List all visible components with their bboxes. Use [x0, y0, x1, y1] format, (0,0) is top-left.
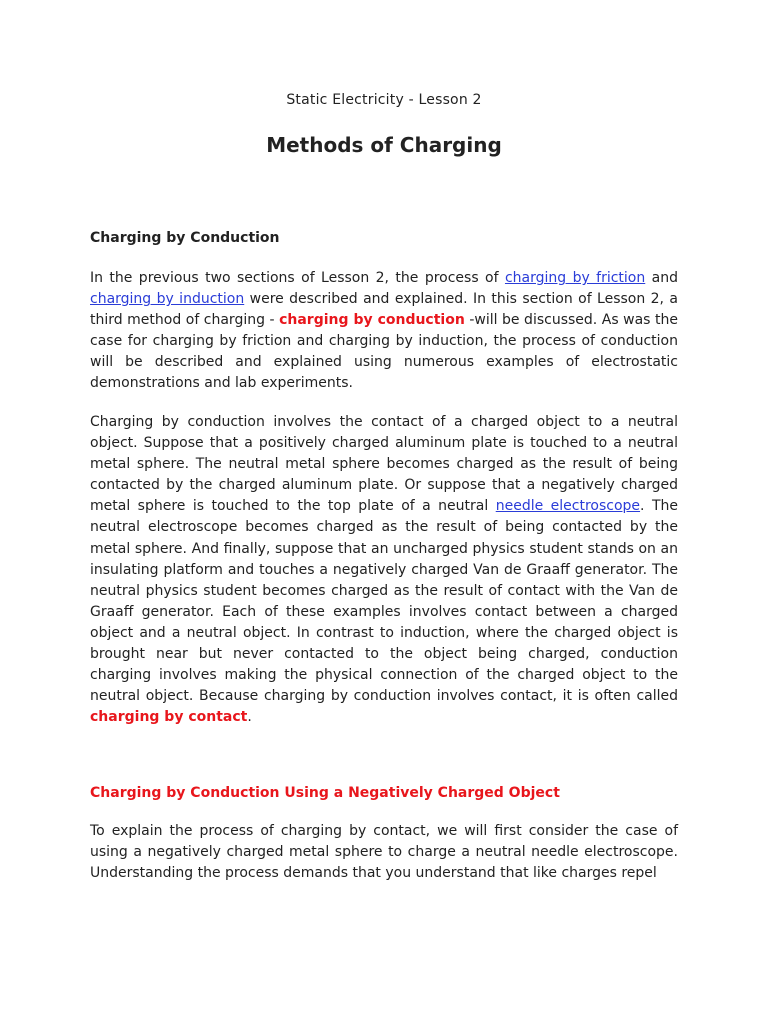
charging-by-friction-link[interactable]: charging by friction: [504, 270, 646, 286]
text-run: -will be discussed. As was the case for charging by friction and charging by induction, the process of conduction will be described and explained using numerous examples of electrostatic demonstrations and lab experiments.: [90, 312, 678, 392]
charging-by-conduction-emphasis: charging by conduction: [279, 312, 465, 329]
text-run: Charging by conduction involves the contact of a charged object to a neutral object. Suppose that a positively charged aluminum plate is touched to a neutral metal sphere. The neutral metal sphere becomes charged as the result of being contacted by the charged aluminum plate. Or suppose that a negatively charged metal sphere is touched to the top plate of a neutral: [90, 414, 678, 515]
text-run: were described and explained. In this section of Lesson 2, a third method of charging -: [90, 291, 678, 329]
text-run: .: [247, 709, 252, 726]
subsection-paragraph: To explain the process of charging by contact, we will first consider the case of using a negatively charged metal sphere to charge a neutral needle electroscope. Understanding the process demands that you understand that like charges repel: [90, 823, 678, 882]
text-run: In the previous two sections of Lesson 2, the process of: [90, 270, 505, 286]
text-run: . The neutral electroscope becomes charged as the result of being contacted by the metal sphere. And finally, suppose that an uncharged physics student stands on an insulating platform and touches a negatively charged Van de Graaff generator. The neutral physics student becomes charged as the result of contact with the Van de Graaff generator. Each of these examples involves contact between a charged object and a neutral object. In contrast to induction, where the charged object is brought near but never contacted to the object being charged, conduction charging involves making the physical connection of the charged object to the neutral object. Because charging by conduction involves contact, it is often called: [90, 498, 678, 705]
page-title: Methods of Charging: [266, 133, 502, 157]
conduction-paragraph: [90, 412, 678, 728]
needle-electroscope-link[interactable]: needle electroscope: [495, 498, 641, 515]
text-run: and: [645, 270, 679, 286]
charging-by-contact-emphasis: charging by contact: [90, 709, 248, 726]
charging-by-induction-link[interactable]: charging by induction: [90, 291, 245, 308]
section-heading: Charging by Conduction: [90, 230, 280, 246]
intro-paragraph: [90, 268, 678, 395]
subsection-heading: Charging by Conduction Using a Negatively Charged Object: [90, 785, 560, 801]
lesson-label: Static Electricity - Lesson 2: [286, 92, 482, 108]
